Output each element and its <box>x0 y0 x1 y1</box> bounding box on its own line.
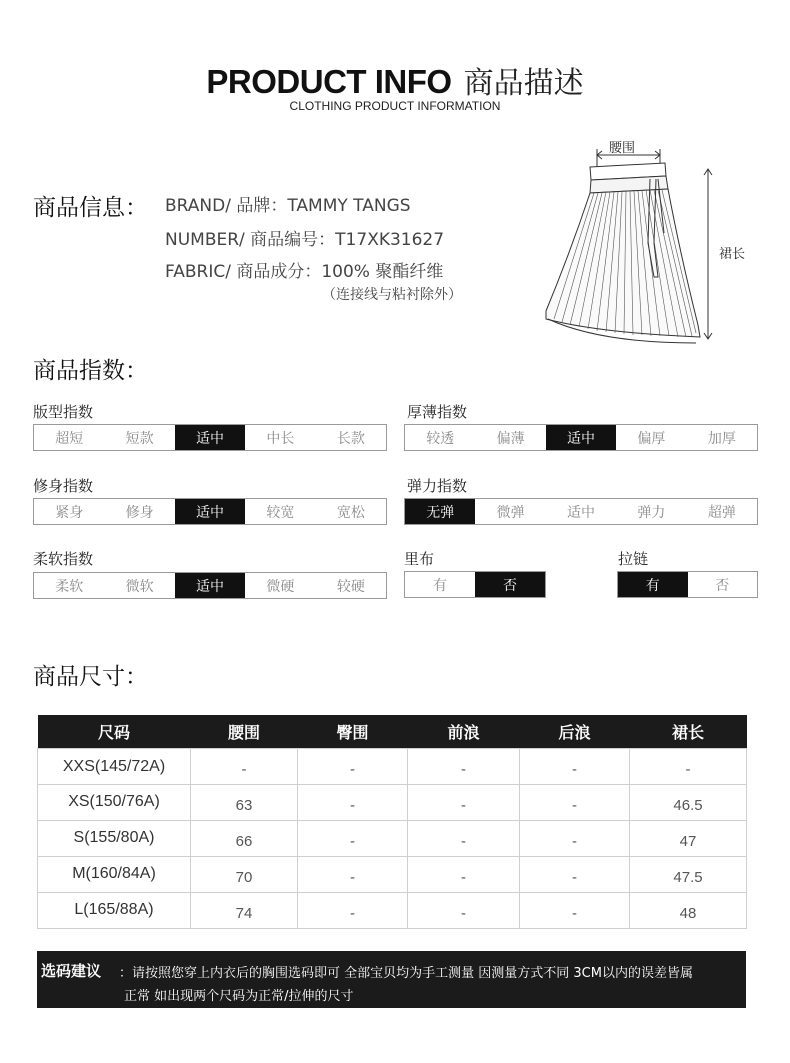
col-header-back-rise: 后浪 <box>520 715 630 748</box>
lining-title: 里布 <box>404 550 435 568</box>
fit-option: 修身 <box>125 504 154 521</box>
softness-option: 较硬 <box>336 578 365 595</box>
size-table <box>37 715 747 929</box>
size-table-header-row <box>38 715 747 748</box>
zipper-bar <box>617 571 758 598</box>
cell-waist: 74 <box>191 892 298 928</box>
lining-bar <box>404 571 546 598</box>
number-line: NUMBER/ 商品编号：T17XK31627 <box>165 230 445 250</box>
waist-label: 腰围 <box>609 141 636 156</box>
zipper-title: 拉链 <box>618 550 649 568</box>
softness-index-bar <box>33 572 387 599</box>
cell-front-rise: - <box>408 784 520 820</box>
version-index-bar <box>33 424 387 451</box>
cell-back-rise: - <box>520 892 630 928</box>
cell-length: 48 <box>630 892 747 928</box>
version-option: 超短 <box>55 430 84 447</box>
cell-hip: - <box>298 892 408 928</box>
title-cn: 商品描述 <box>463 66 584 101</box>
cell-waist: 66 <box>191 820 298 856</box>
cell-front-rise: - <box>408 748 520 784</box>
thickness-option: 偏厚 <box>637 430 666 447</box>
cell-waist: 63 <box>191 784 298 820</box>
cell-waist: - <box>191 748 298 784</box>
softness-option: 柔软 <box>55 578 84 595</box>
version-index-title: 版型指数 <box>33 403 94 421</box>
elastic-option: 适中 <box>567 504 596 521</box>
col-header-size: 尺码 <box>38 715 191 748</box>
thickness-index-title: 厚薄指数 <box>407 403 468 421</box>
thickness-option: 加厚 <box>707 430 736 447</box>
length-label: 裙长 <box>719 247 746 262</box>
size-advice-box <box>37 951 746 1008</box>
zipper-option: 否 <box>715 577 730 594</box>
cell-front-rise: - <box>408 820 520 856</box>
cell-front-rise: - <box>408 856 520 892</box>
cell-length: 46.5 <box>630 784 747 820</box>
cell-back-rise: - <box>520 784 630 820</box>
table-row <box>38 892 747 928</box>
cell-hip: - <box>298 856 408 892</box>
softness-option: 微硬 <box>266 578 295 595</box>
version-option-selected: 适中 <box>175 425 245 450</box>
col-header-front-rise: 前浪 <box>408 715 520 748</box>
cell-waist: 70 <box>191 856 298 892</box>
elastic-option: 微弹 <box>496 504 525 521</box>
cell-hip: - <box>298 748 408 784</box>
cell-back-rise: - <box>520 856 630 892</box>
version-option: 长款 <box>336 430 365 447</box>
cell-size: XS(150/76A) <box>38 784 191 820</box>
advice-label: 选码建议 <box>41 962 102 980</box>
cell-length: - <box>630 748 747 784</box>
advice-text-line1: ：请按照您穿上内衣后的胸围选码即可 全部宝贝均为手工测量 因测量方式不同 3CM以内的误差皆属 <box>119 966 693 981</box>
lining-option-selected: 否 <box>475 572 545 597</box>
page-subtitle: CLOTHING PRODUCT INFORMATION <box>289 99 501 113</box>
softness-index-title: 柔软指数 <box>33 550 94 568</box>
cell-size: XXS(145/72A) <box>38 748 191 784</box>
indices-label: 商品指数： <box>33 358 148 384</box>
cell-length: 47.5 <box>630 856 747 892</box>
fit-option: 宽松 <box>336 504 365 521</box>
col-header-length: 裙长 <box>630 715 747 748</box>
table-row <box>38 784 747 820</box>
cell-length: 47 <box>630 820 747 856</box>
cell-hip: - <box>298 820 408 856</box>
fit-index-bar <box>33 498 387 525</box>
table-row <box>38 820 747 856</box>
lining-option: 有 <box>433 577 447 594</box>
zipper-option-selected: 有 <box>618 572 688 597</box>
fabric-note: （连接线与粘衬除外） <box>322 287 462 303</box>
skirt-diagram <box>540 133 760 348</box>
elastic-option-selected: 无弹 <box>405 499 475 524</box>
cell-size: L(165/88A) <box>38 892 191 928</box>
cell-size: M(160/84A) <box>38 856 191 892</box>
size-label: 商品尺寸： <box>33 664 148 690</box>
table-row <box>38 856 747 892</box>
thickness-option: 偏薄 <box>496 430 525 447</box>
elastic-index-bar <box>404 498 758 525</box>
thickness-option-selected: 适中 <box>546 425 616 450</box>
fabric-line: FABRIC/ 商品成分：100% 聚酯纤维 <box>165 262 444 282</box>
product-info-label: 商品信息： <box>33 195 148 221</box>
version-option: 中长 <box>266 430 295 447</box>
fit-index-title: 修身指数 <box>33 477 94 495</box>
page-title <box>0 58 790 102</box>
fit-option: 较宽 <box>266 504 295 521</box>
table-row <box>38 748 747 784</box>
elastic-option: 弹力 <box>637 504 666 521</box>
cell-back-rise: - <box>520 820 630 856</box>
thickness-index-bar <box>404 424 758 451</box>
title-en: PRODUCT INFO <box>206 63 452 100</box>
thickness-option: 较透 <box>426 430 455 447</box>
softness-option-selected: 适中 <box>175 573 245 598</box>
cell-front-rise: - <box>408 892 520 928</box>
col-header-waist: 腰围 <box>191 715 298 748</box>
elastic-index-title: 弹力指数 <box>407 477 468 495</box>
version-option: 短款 <box>125 430 154 447</box>
col-header-hip: 臀围 <box>298 715 408 748</box>
fit-option-selected: 适中 <box>175 499 245 524</box>
elastic-option: 超弹 <box>707 504 736 521</box>
softness-option: 微软 <box>125 578 154 595</box>
cell-back-rise: - <box>520 748 630 784</box>
fit-option: 紧身 <box>55 504 84 521</box>
advice-text-line2: 正常 如出现两个尺码为正常/拉伸的尺寸 <box>124 989 354 1004</box>
brand-line: BRAND/ 品牌：TAMMY TANGS <box>165 196 411 216</box>
cell-size: S(155/80A) <box>38 820 191 856</box>
cell-hip: - <box>298 784 408 820</box>
